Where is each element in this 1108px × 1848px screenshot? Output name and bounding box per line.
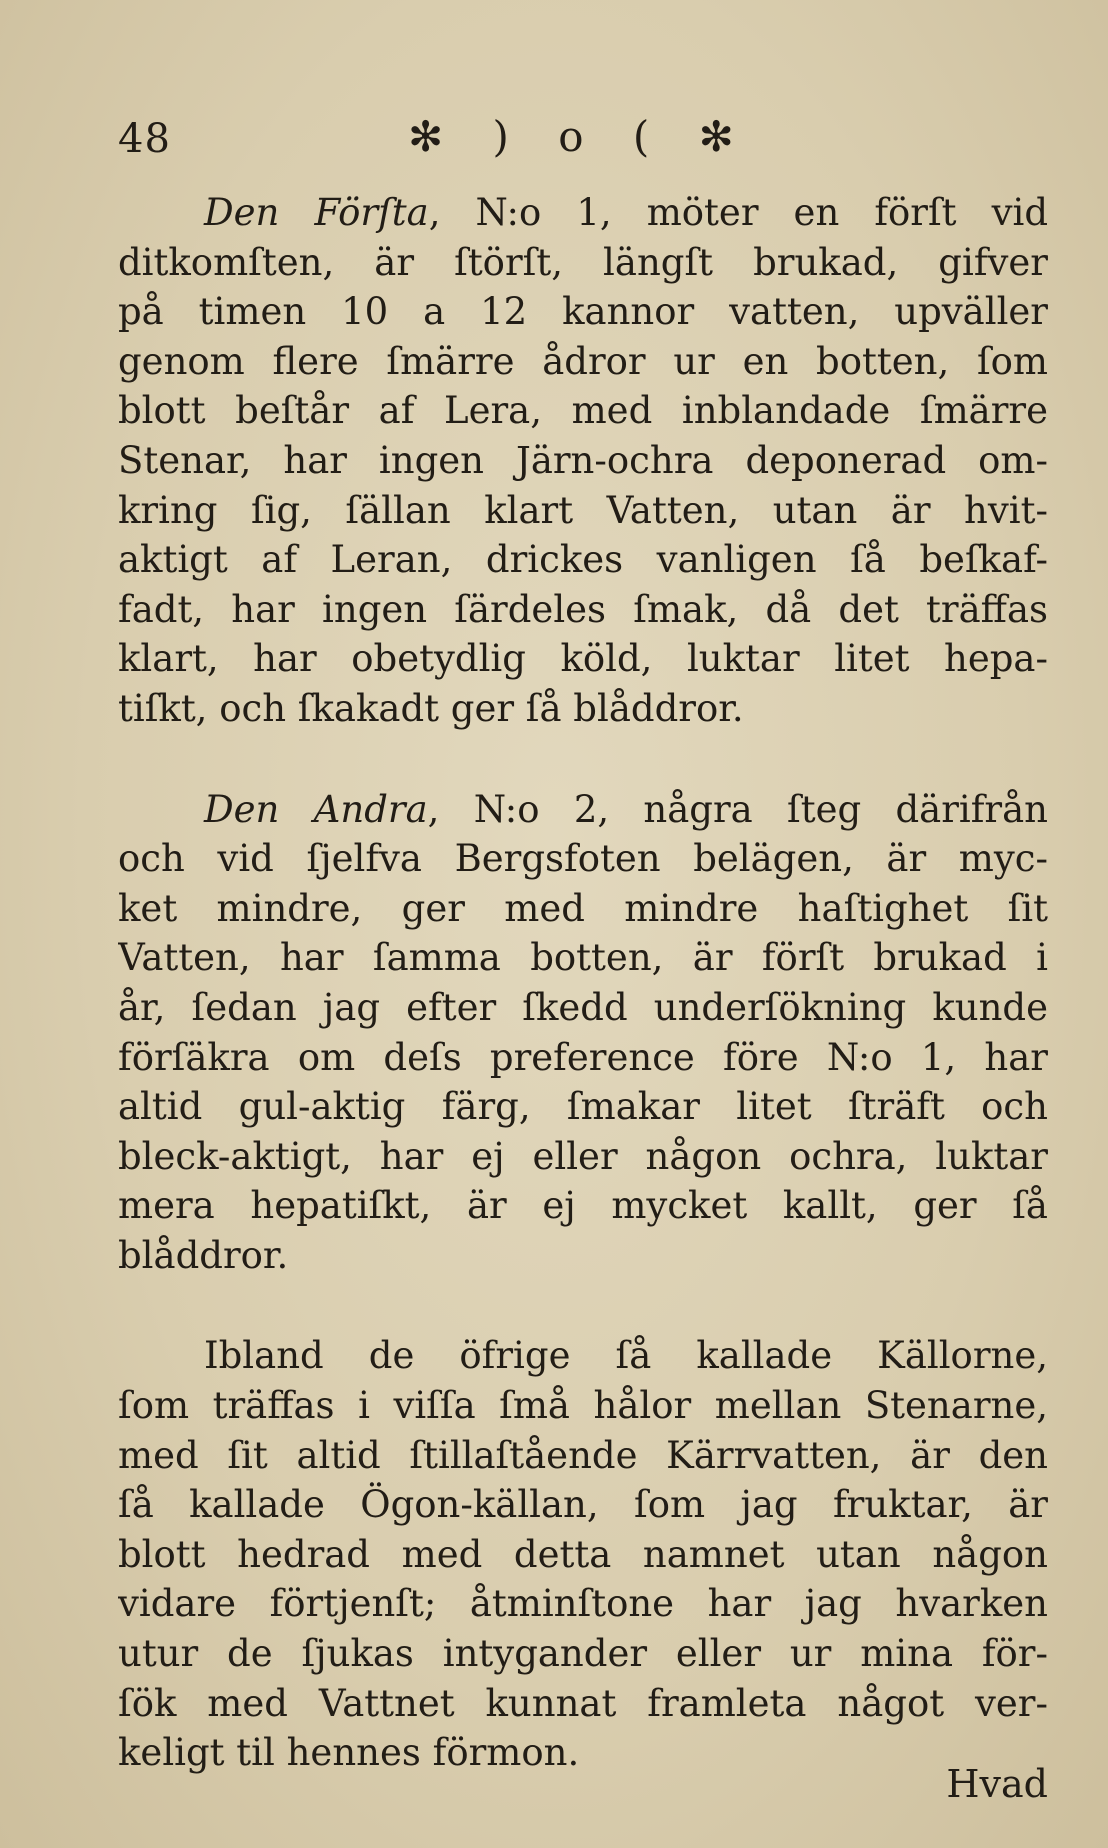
text-line: mera hepatiſkt, är ej mycket kallt, ger ſå: [118, 1184, 1048, 1228]
paragraph-ibland: [118, 1331, 1048, 1777]
text-line: blåddror.: [118, 1233, 289, 1277]
text-line: och vid ſjelfva Bergsfoten belägen, är myc-: [118, 837, 1048, 881]
text-line: fadt, har ingen ſärdeles ſmak, då det träffas: [118, 587, 1048, 631]
text-line: på timen 10 a 12 kannor vatten, upväller: [118, 290, 1048, 334]
text-line: med ſit altid ſtillaſtående Kärrvatten, är den: [118, 1433, 1048, 1477]
text-line: vidare förtjenſt; åtminſtone har jag hvarken: [118, 1582, 1048, 1626]
text-line: keligt til hennes förmon.: [118, 1731, 580, 1775]
text-line: altid gul-aktig färg, ſmakar litet ſträft och: [118, 1085, 1048, 1129]
text-line: klart, har obetydlig köld, luktar litet hepa-: [118, 637, 1048, 681]
text-line: utur de ſjukas intygander eller ur mina för-: [118, 1632, 1048, 1676]
paragraph-forsta: [118, 188, 1048, 734]
text-line: bleck-aktigt, har ej eller någon ochra, luktar: [118, 1134, 1048, 1178]
text-line: år, ſedan jag efter ſkedd underſökning kunde: [118, 985, 1048, 1029]
paragraph-lead: Den Förſta: [204, 191, 429, 234]
running-header: [118, 112, 998, 172]
text-line: Den Andra, N:o 2, några ſteg därifrån: [204, 787, 1048, 831]
text-line: blott beſtår af Lera, med inblandade ſmärre: [118, 389, 1048, 433]
paragraph-andra: [118, 785, 1048, 1281]
text-line: genom flere ſmärre ådror ur en botten, ſom: [118, 339, 1048, 383]
text-line: kring ſig, ſällan klart Vatten, utan är hvit-: [118, 488, 1048, 532]
text-line: ſök med Vattnet kunnat framleta något ver-: [118, 1681, 1048, 1725]
text-line: tiſkt, och ſkakadt ger ſå blåddror.: [118, 686, 744, 730]
paragraph-lead: Den Andra: [204, 787, 428, 831]
text-line: ket mindre, ger med mindre haſtighet ſit: [118, 886, 1048, 930]
text-line: ſom träffas i viſſa ſmå hålor mellan Stenarne,: [118, 1384, 1048, 1428]
text-line: aktigt af Leran, drickes vanligen ſå beſkaf-: [118, 538, 1048, 582]
text-line: Stenar, har ingen Järn-ochra deponerad om-: [118, 438, 1048, 482]
header-ornament: ✻ ) o ( ✻: [408, 112, 752, 161]
text-line: ditkomſten, är ſtörſt, längſt brukad, gifver: [118, 240, 1048, 284]
text-line: blott hedrad med detta namnet utan någon: [118, 1532, 1048, 1576]
text-line: ſå kallade Ögon-källan, ſom jag fruktar, är: [118, 1483, 1048, 1527]
page-number: 48: [118, 116, 171, 162]
text-line: förſäkra om deſs preference före N:o 1, har: [118, 1035, 1048, 1079]
text-line: Ibland de öfrige ſå kallade Källorne,: [204, 1334, 1048, 1378]
catchword: Hvad: [946, 1762, 1048, 1806]
text-line: Den Förſta, N:o 1, möter en förſt vid: [204, 191, 1048, 234]
body-text: [118, 188, 1048, 1778]
text-line: Vatten, har ſamma botten, är förſt brukad i: [118, 936, 1048, 980]
